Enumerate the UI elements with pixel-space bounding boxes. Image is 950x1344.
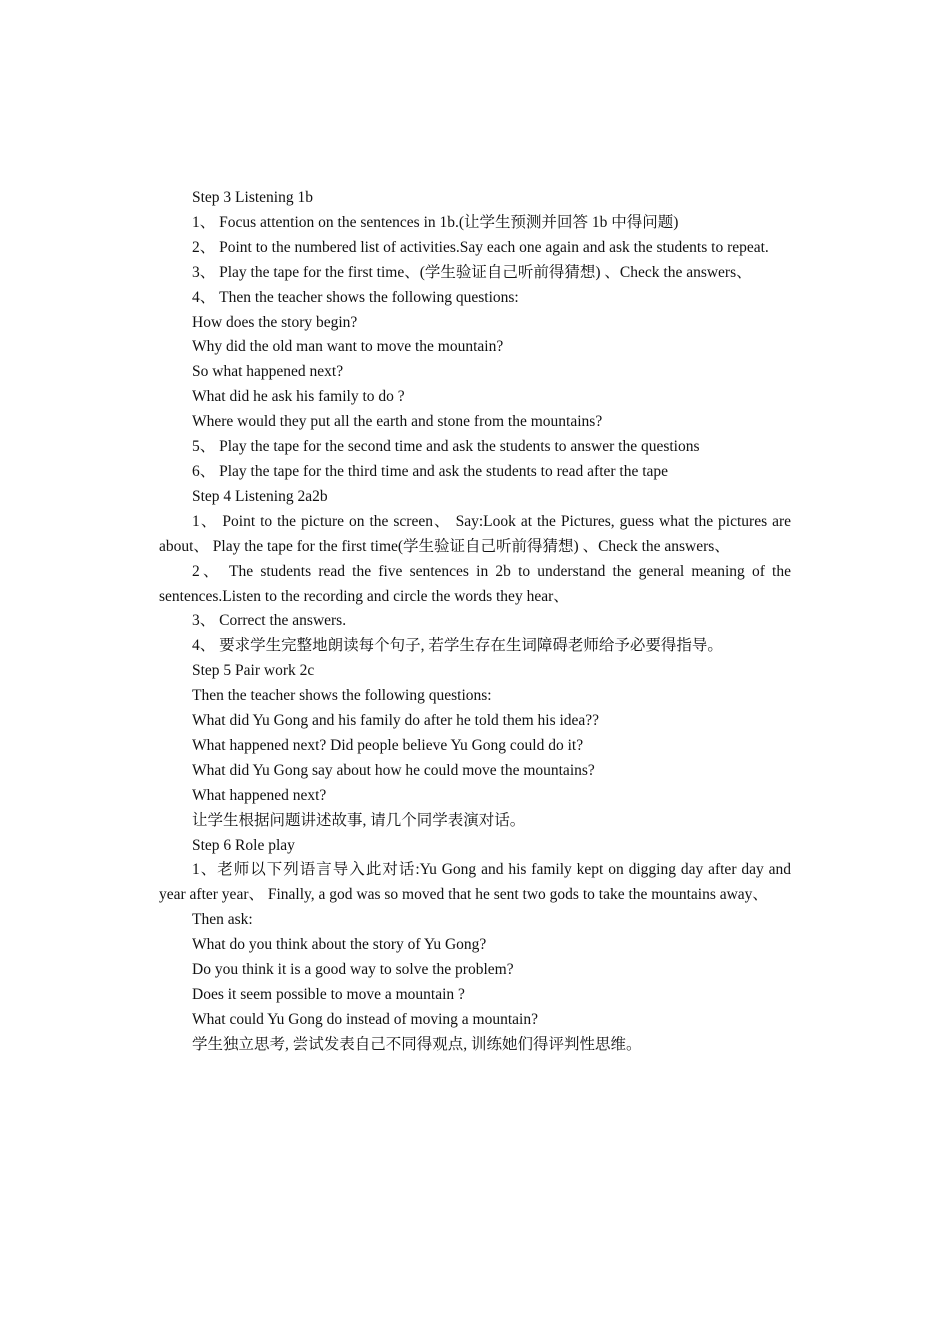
paragraph: 1、 Point to the picture on the screen、 Say:Look at the Pictures, guess what the pictures are about、 Play the tape for the first time(学生验证自己听前得猜想) 、Check the answers、 (159, 512, 791, 555)
paragraph: 2、 The students read the five sentences in 2b to understand the general meaning of the sentences.Listen to the recording and circle the words they hear、 (159, 562, 791, 605)
question: So what happened next? (192, 363, 344, 381)
question: What happened next? Did people believe Yu Gong could do it? (192, 736, 584, 754)
paragraph: 5、 Play the tape for the second time and ask the students to answer the questions (192, 438, 700, 456)
step-heading: Step 4 Listening 2a2b (192, 487, 328, 505)
paragraph: 1、 Focus attention on the sentences in 1b.(让学生预测并回答 1b 中得问题) (192, 213, 679, 231)
paragraph: 6、 Play the tape for the third time and ask the students to read after the tape (192, 462, 669, 480)
question: Why did the old man want to move the mountain? (192, 338, 504, 356)
paragraph: 让学生根据问题讲述故事, 请几个同学表演对话。 (192, 811, 526, 829)
paragraph: 1、老师以下列语言导入此对话:Yu Gong and his family kept on digging day after day and year after year、 Finally, a god was so moved that he sent two gods to take the mountains away、 (159, 861, 791, 904)
question: What did Yu Gong say about how he could move the mountains? (192, 761, 595, 779)
paragraph: Then the teacher shows the following questions: (192, 687, 492, 705)
question: What could Yu Gong do instead of moving a mountain? (192, 1010, 538, 1028)
question: What did he ask his family to do ? (192, 388, 405, 406)
paragraph: 4、 Then the teacher shows the following questions: (192, 288, 519, 306)
step-heading: Step 6 Role play (192, 836, 295, 854)
paragraph: 3、 Correct the answers. (192, 612, 347, 630)
step-heading: Step 3 Listening 1b (192, 189, 313, 206)
question: Do you think it is a good way to solve the problem? (192, 961, 514, 979)
step-heading: Step 5 Pair work 2c (192, 662, 315, 680)
paragraph: 4、 要求学生完整地朗读每个句子, 若学生存在生词障碍老师给予必要得指导。 (192, 637, 723, 655)
question: Does it seem possible to move a mountain ? (192, 986, 465, 1003)
question: Where would they put all the earth and stone from the mountains? (192, 413, 603, 431)
paragraph: 3、 Play the tape for the first time、(学生验证自己听前得猜想) 、Check the answers、 (192, 263, 752, 281)
question: What did Yu Gong and his family do after he told them his idea?? (192, 712, 600, 730)
paragraph: Then ask: (192, 911, 253, 929)
question: What do you think about the story of Yu Gong? (192, 936, 487, 954)
paragraph: 学生独立思考, 尝试发表自己不同得观点, 训练她们得评判性思维。 (192, 1035, 642, 1053)
question: What happened next? (192, 786, 327, 804)
question: How does the story begin? (192, 313, 358, 331)
document-body (159, 186, 791, 1058)
paragraph: 2、 Point to the numbered list of activities.Say each one again and ask the students to repeat. (192, 238, 769, 256)
